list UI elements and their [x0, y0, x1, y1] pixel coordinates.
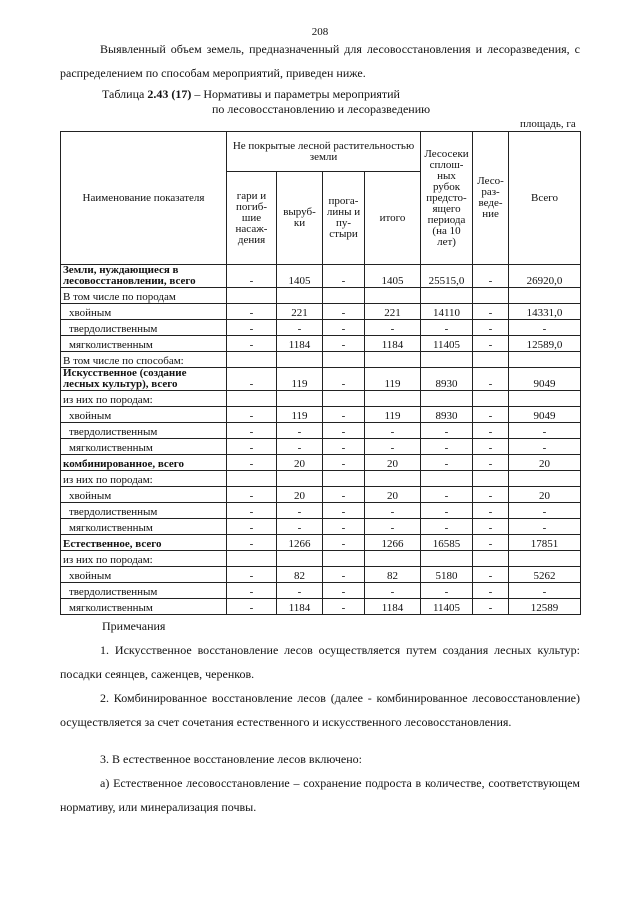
- table-cell: -: [509, 439, 581, 455]
- table-cell: -: [421, 423, 473, 439]
- table-cell: 82: [365, 567, 421, 583]
- table-cell: 9049: [509, 407, 581, 423]
- table-cell: [509, 288, 581, 304]
- intro-paragraph: Выявленный объем земель, предназначенный для лесовосстановления и лесоразведения, с распределением по способам мероприятий, приведен ниже.: [60, 42, 580, 80]
- table-cell: -: [323, 336, 365, 352]
- table-cell: [473, 391, 509, 407]
- table-cell: -: [323, 519, 365, 535]
- table-row: [61, 368, 581, 391]
- table-cell: [421, 391, 473, 407]
- table-cell: -: [227, 265, 277, 288]
- header-cutting-areas: Лесосеки сплош-ных рубок предсто-ящего периода (на 10 лет): [421, 132, 473, 265]
- row-label: из них по породам:: [61, 551, 227, 567]
- table-cell: -: [277, 583, 323, 599]
- table-cell: 12589: [509, 599, 581, 615]
- table-cell: -: [365, 423, 421, 439]
- table-cell: -: [323, 439, 365, 455]
- table-cell: -: [227, 487, 277, 503]
- table-cell: -: [473, 455, 509, 471]
- table-row: [61, 471, 581, 487]
- header-total: Всего: [509, 132, 581, 265]
- header-clearings: выруб-ки: [277, 172, 323, 265]
- table-cell: -: [473, 320, 509, 336]
- row-label: из них по породам:: [61, 471, 227, 487]
- table-cell: [421, 288, 473, 304]
- table-cell: -: [227, 599, 277, 615]
- table-cell: -: [421, 439, 473, 455]
- table-cell: 1184: [277, 599, 323, 615]
- table-cell: [365, 352, 421, 368]
- table-cell: [421, 352, 473, 368]
- header-burns: гари и погиб-шие насаж-дения: [227, 172, 277, 265]
- table-cell: 20: [509, 487, 581, 503]
- table-cell: -: [227, 535, 277, 551]
- table-row: [61, 407, 581, 423]
- table-cell: 1266: [277, 535, 323, 551]
- table-cell: -: [365, 519, 421, 535]
- table-cell: -: [227, 368, 277, 391]
- table-cell: -: [227, 320, 277, 336]
- table-cell: -: [509, 503, 581, 519]
- row-label: мягколиственным: [61, 336, 227, 352]
- table-cell: -: [473, 265, 509, 288]
- table-cell: -: [473, 503, 509, 519]
- table-cell: -: [227, 455, 277, 471]
- table-row: [61, 455, 581, 471]
- table-cell: -: [323, 455, 365, 471]
- table-cell: 1184: [365, 336, 421, 352]
- table-cell: 20: [277, 455, 323, 471]
- row-label: Естественное, всего: [61, 535, 227, 551]
- table-cell: [227, 391, 277, 407]
- table-cell: -: [323, 407, 365, 423]
- table-row: [61, 487, 581, 503]
- note-item: а) Естественное лесовосстановление – сохранение подроста в количестве, соответствующем нормативу, или минерализация почвы.: [60, 776, 580, 814]
- table-cell: 20: [277, 487, 323, 503]
- table-cell: 5180: [421, 567, 473, 583]
- table-cell: -: [509, 519, 581, 535]
- table-cell: -: [509, 423, 581, 439]
- table-cell: [323, 471, 365, 487]
- page-number: 208: [311, 26, 329, 38]
- table-cell: -: [473, 439, 509, 455]
- row-label: хвойным: [61, 487, 227, 503]
- table-cell: [323, 551, 365, 567]
- table-cell: -: [365, 439, 421, 455]
- table-cell: -: [227, 567, 277, 583]
- table-row: [61, 265, 581, 288]
- table-cell: [323, 352, 365, 368]
- table-cell: 221: [277, 304, 323, 320]
- table-cell: -: [277, 503, 323, 519]
- table-cell: [509, 352, 581, 368]
- table-cell: 20: [365, 455, 421, 471]
- table-cell: -: [227, 423, 277, 439]
- table-row: [61, 599, 581, 615]
- row-label: твердолиственным: [61, 320, 227, 336]
- table-cell: -: [227, 583, 277, 599]
- table-cell: [473, 288, 509, 304]
- table-cell: 1184: [365, 599, 421, 615]
- table-cell: [277, 551, 323, 567]
- table-row: [61, 391, 581, 407]
- table-cell: 9049: [509, 368, 581, 391]
- table-cell: -: [227, 503, 277, 519]
- table-cell: -: [473, 535, 509, 551]
- table-cell: -: [323, 583, 365, 599]
- header-subtotal: итого: [365, 172, 421, 265]
- table-cell: -: [421, 583, 473, 599]
- table-cell: -: [509, 320, 581, 336]
- row-label: из них по породам:: [61, 391, 227, 407]
- table-cell: [277, 471, 323, 487]
- header-name: Наименование показателя: [61, 132, 227, 265]
- note-item: 1. Искусственное восстановление лесов осуществляется путем создания лесных культур: посадки сеянцев, саженцев, черенков.: [60, 643, 580, 681]
- table-cell: 1184: [277, 336, 323, 352]
- table-cell: -: [473, 487, 509, 503]
- table-cell: -: [421, 487, 473, 503]
- row-label: мягколиственным: [61, 519, 227, 535]
- table-row: [61, 503, 581, 519]
- table-cell: -: [365, 503, 421, 519]
- table-cell: -: [323, 265, 365, 288]
- note-item: 2. Комбинированное восстановление лесов (далее - комбинированное лесовосстановление) осуществляется за счет сочетания естественного и искусственного лесовосстановления.: [60, 691, 580, 729]
- header-afforestation: Лесо-раз-веде-ние: [473, 132, 509, 265]
- table-cell: 11405: [421, 599, 473, 615]
- table-cell: 26920,0: [509, 265, 581, 288]
- table-cell: 5262: [509, 567, 581, 583]
- table-cell: -: [227, 407, 277, 423]
- table-cell: 82: [277, 567, 323, 583]
- table-cell: -: [365, 320, 421, 336]
- table-cell: [277, 288, 323, 304]
- table-cell: -: [227, 439, 277, 455]
- row-label: твердолиственным: [61, 503, 227, 519]
- table-cell: -: [323, 599, 365, 615]
- table-row: [61, 352, 581, 368]
- table-cell: 119: [365, 368, 421, 391]
- table-cell: -: [473, 519, 509, 535]
- table-cell: [421, 551, 473, 567]
- table-cell: [365, 391, 421, 407]
- caption-line1: – Нормативы и параметры мероприятий: [191, 87, 400, 101]
- table-cell: [473, 352, 509, 368]
- table-cell: [227, 288, 277, 304]
- table-cell: 14110: [421, 304, 473, 320]
- row-label: мягколиственным: [61, 439, 227, 455]
- header-glades: прога-лины и пу-стыри: [323, 172, 365, 265]
- table-cell: -: [277, 519, 323, 535]
- table-cell: 14331,0: [509, 304, 581, 320]
- note-item: 3. В естественное восстановление лесов включено:: [100, 752, 363, 766]
- table-cell: -: [473, 368, 509, 391]
- table-cell: -: [473, 567, 509, 583]
- table-cell: 119: [277, 368, 323, 391]
- measures-table: [60, 131, 581, 615]
- table-cell: 20: [365, 487, 421, 503]
- row-label: Земли, нуждающиеся в лесовосстановлении, всего: [61, 265, 227, 288]
- row-label: Искусственное (создание лесных культур), всего: [61, 368, 227, 391]
- table-cell: -: [323, 423, 365, 439]
- row-label: хвойным: [61, 304, 227, 320]
- table-cell: 1405: [365, 265, 421, 288]
- table-cell: [421, 471, 473, 487]
- table-cell: -: [323, 503, 365, 519]
- table-cell: -: [277, 439, 323, 455]
- table-cell: -: [323, 368, 365, 391]
- table-cell: [365, 288, 421, 304]
- table-cell: [323, 391, 365, 407]
- table-cell: [473, 551, 509, 567]
- table-cell: -: [421, 503, 473, 519]
- table-cell: -: [277, 320, 323, 336]
- row-label: мягколиственным: [61, 599, 227, 615]
- table-cell: -: [323, 487, 365, 503]
- table-cell: -: [473, 583, 509, 599]
- table-cell: -: [473, 336, 509, 352]
- table-cell: 119: [277, 407, 323, 423]
- row-label: хвойным: [61, 567, 227, 583]
- table-cell: -: [323, 535, 365, 551]
- table-cell: -: [421, 455, 473, 471]
- table-cell: -: [473, 304, 509, 320]
- table-cell: [277, 391, 323, 407]
- header-not-covered: Не покрытые лесной растительностью земли: [227, 132, 421, 172]
- table-row: [61, 288, 581, 304]
- table-cell: 16585: [421, 535, 473, 551]
- row-label: комбинированное, всего: [61, 455, 227, 471]
- notes-title: Примечания: [102, 619, 166, 633]
- table-cell: -: [323, 567, 365, 583]
- table-cell: [323, 288, 365, 304]
- row-label: твердолиственным: [61, 583, 227, 599]
- table-cell: -: [421, 519, 473, 535]
- table-cell: 119: [365, 407, 421, 423]
- table-row: [61, 304, 581, 320]
- table-row: [61, 583, 581, 599]
- table-cell: 1266: [365, 535, 421, 551]
- table-cell: [277, 352, 323, 368]
- table-cell: -: [227, 304, 277, 320]
- caption-number: 2.43 (17): [147, 87, 192, 101]
- table-cell: [509, 391, 581, 407]
- table-cell: 11405: [421, 336, 473, 352]
- table-cell: -: [473, 423, 509, 439]
- row-label: твердолиственным: [61, 423, 227, 439]
- table-row: [61, 320, 581, 336]
- table-body: [61, 265, 581, 615]
- table-cell: -: [227, 519, 277, 535]
- caption-line2: по лесовосстановлению и лесоразведению: [212, 102, 431, 116]
- table-cell: [365, 471, 421, 487]
- table-cell: [509, 551, 581, 567]
- table-row: [61, 551, 581, 567]
- table-cell: [509, 471, 581, 487]
- row-label: хвойным: [61, 407, 227, 423]
- table-cell: -: [323, 320, 365, 336]
- table-cell: 8930: [421, 407, 473, 423]
- row-label: В том числе по способам:: [61, 352, 227, 368]
- table-cell: -: [421, 320, 473, 336]
- table-cell: -: [323, 304, 365, 320]
- table-cell: -: [365, 583, 421, 599]
- table-cell: 8930: [421, 368, 473, 391]
- table-caption: [102, 87, 430, 117]
- table-cell: 25515,0: [421, 265, 473, 288]
- table-cell: 12589,0: [509, 336, 581, 352]
- table-cell: 20: [509, 455, 581, 471]
- table-cell: -: [277, 423, 323, 439]
- table-row: [61, 336, 581, 352]
- table-cell: -: [473, 599, 509, 615]
- table-row: [61, 423, 581, 439]
- table-cell: [227, 352, 277, 368]
- table-cell: -: [227, 336, 277, 352]
- table-cell: [227, 551, 277, 567]
- unit-label: площадь, га: [520, 118, 576, 130]
- table-row: [61, 535, 581, 551]
- table-row: [61, 519, 581, 535]
- table-row: [61, 439, 581, 455]
- table-cell: 17851: [509, 535, 581, 551]
- caption-label: Таблица: [102, 87, 145, 101]
- table-row: [61, 567, 581, 583]
- table-cell: -: [473, 407, 509, 423]
- row-label: В том числе по породам: [61, 288, 227, 304]
- table-cell: [365, 551, 421, 567]
- table-cell: 221: [365, 304, 421, 320]
- table-cell: [473, 471, 509, 487]
- table-cell: 1405: [277, 265, 323, 288]
- table-cell: [227, 471, 277, 487]
- table-cell: -: [509, 583, 581, 599]
